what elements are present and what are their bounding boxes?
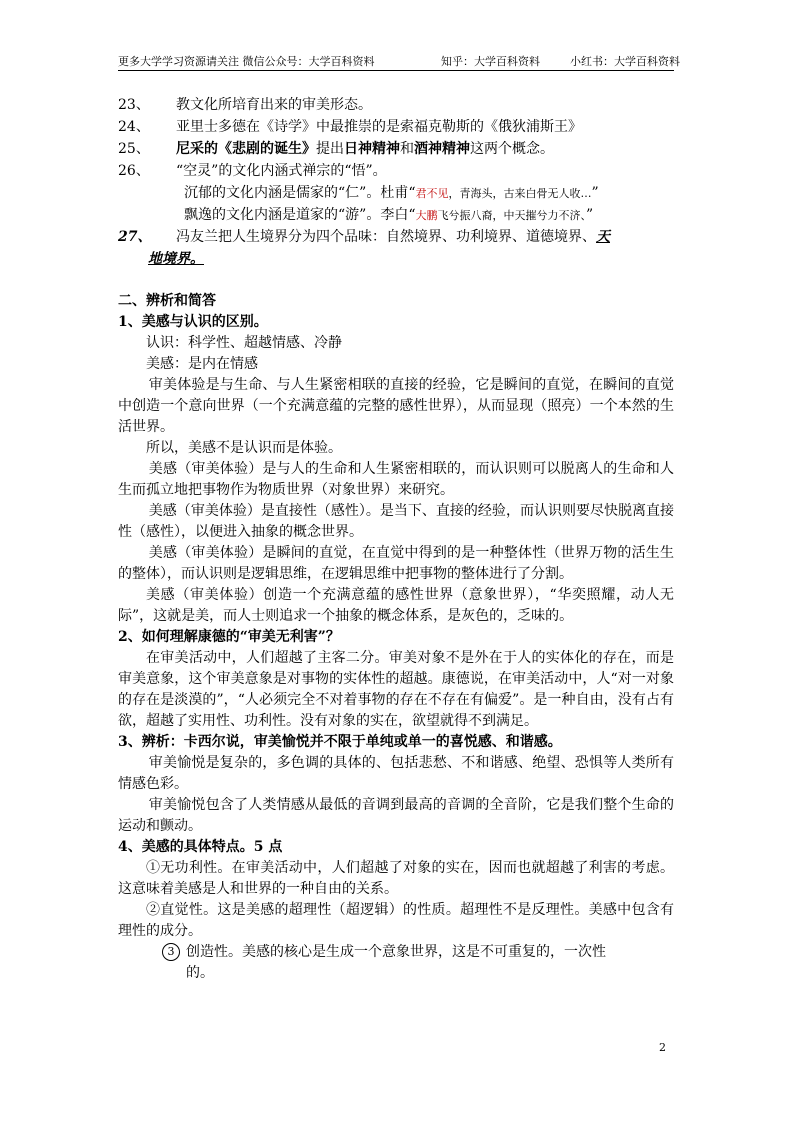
item-number: 25、 — [118, 141, 150, 157]
red-quote: 君不见 — [415, 187, 449, 200]
paragraph: 所以，美感不是认识而是体验。 — [146, 440, 342, 456]
plain-text: 提出 — [316, 141, 344, 157]
list-item-26-sub1 — [118, 182, 674, 204]
plain-text: 这两个概念。 — [470, 141, 554, 157]
bold-term: 尼采的《悲剧的诞生》 — [176, 141, 316, 157]
plain-text: 冯友兰把人生境界分为四个品味：自然境界、功利境界、道德境界、 — [176, 229, 596, 245]
paragraph: 美感（审美体验）是直接性（感性）。是当下、直接的经验，而认识则要尽快脱离直接性（感性），以便进入抽象的概念世界。 — [118, 503, 674, 540]
item-subtext — [184, 182, 599, 205]
plain-text: 创造性。美感的核心是生成一个意象世界，这是不可重复的，一次性 — [186, 944, 606, 960]
bold-term: 日神精神 — [344, 141, 400, 157]
item-text: “空灵”的文化内涵式禅宗的“悟”。 — [176, 163, 387, 179]
paragraph: 审美体验是与生命、与人生紧密相联的直接的经验，它是瞬间的直觉，在瞬间的直觉中创造一个意向世界（一个充满意蕴的完整的感性世界），从而显现（照亮）一个本然的生活世界。 — [118, 377, 674, 435]
paragraph: ②直觉性。这是美感的超理性（超逻辑）的性质。超理性不是反理性。美感中包含有理性的成分。 — [118, 902, 674, 939]
item-number: 23、 — [118, 97, 150, 113]
paragraph: 美感（审美体验）是瞬间的直觉，在直觉中得到的是一种整体性（世界万物的活生生的整体），而认识则是逻辑思维，在逻辑思维中把事物的整体进行了分割。 — [118, 545, 674, 582]
paragraph: 审美愉悦包含了人类情感从最低的音调到最高的音调的全音阶，它是我们整个生命的运动和颤动。 — [118, 797, 674, 834]
text-line: 认识：科学性、超越情感、冷静 — [146, 335, 342, 351]
section-title: 二、辨析和简答 — [118, 293, 216, 309]
question-title: 2、如何理解康德的“审美无利害”？ — [118, 629, 340, 645]
emphasized-term: 天 — [596, 229, 610, 245]
plain-text: ” — [591, 185, 599, 201]
paragraph: ①无功利性。在审美活动中，人们超越了对象的实在，因而也就超越了利害的考虑。这意味着美感是人和世界的一种自由的关系。 — [118, 860, 674, 897]
item-text — [176, 226, 610, 248]
text-line: 的。 — [186, 965, 214, 981]
header-left-text: 更多大学学习资源请关注 微信公众号：大学百科资料 — [118, 55, 375, 68]
bold-term: 酒神精神 — [414, 141, 470, 157]
numbered-line — [118, 942, 674, 963]
page-header — [118, 50, 680, 71]
paragraph: 审美愉悦是复杂的，多色调的具体的、包括悲愁、不和谐感、绝望、恐惧等人类所有情感色彩。 — [118, 755, 674, 792]
circled-number: 3 — [162, 943, 180, 961]
header-middle-text: 知乎：大学百科资料 — [441, 55, 540, 68]
item-number: 24、 — [118, 119, 150, 135]
question-title: 3、辨析：卡西尔说，审美愉悦并不限于单纯或单一的喜悦感、和谐感。 — [118, 734, 562, 750]
paragraph: 美感（审美体验）创造一个充满意蕴的感性世界（意象世界），“华奕照耀，动人无际”，这就是美，而人士则追求一个抽象的概念体系，是灰色的，乏味的。 — [118, 587, 674, 624]
paragraph: 美感（审美体验）是与人的生命和人生紧密相联的，而认识则可以脱离人的生命和人生而孤立地把事物作为物质世界（对象世界）来研究。 — [118, 461, 674, 498]
item-text — [176, 138, 554, 160]
list-item-23 — [118, 94, 674, 116]
item-text: 亚里士多德在《诗学》中最推崇的是索福克勒斯的《俄狄浦斯王》 — [176, 119, 582, 135]
list-item-26 — [118, 160, 674, 182]
plain-text: 和 — [400, 141, 414, 157]
item-number: 27、 — [118, 229, 152, 245]
plain-text: 沉郁的文化内涵是儒家的“仁”。杜甫“ — [184, 185, 416, 201]
emphasized-term: 地境界。 — [148, 251, 204, 267]
red-quote: 大鹏 — [415, 209, 438, 222]
item-text: 教文化所培育出来的审美形态。 — [176, 97, 372, 113]
quote-text: 飞兮振八裔，中天摧兮力不济、 — [437, 209, 586, 222]
page-number: 2 — [659, 1041, 666, 1054]
list-item-24 — [118, 116, 674, 138]
list-item-27-cont — [118, 248, 674, 270]
item-subtext — [184, 204, 593, 227]
list-item-25 — [118, 138, 674, 160]
plain-text: ” — [585, 207, 594, 223]
text-line: 美感：是内在情感 — [146, 356, 258, 372]
list-item-27 — [118, 226, 674, 248]
plain-text: 飘逸的文化内涵是道家的“游”。李白“ — [184, 207, 416, 223]
list-item-26-sub2 — [118, 204, 674, 226]
item-number: 26、 — [118, 163, 150, 179]
quote-text: ，青海头，古来白骨无人收… — [448, 187, 592, 200]
document-body — [118, 94, 674, 984]
question-title: 1、美感与认识的区别。 — [118, 314, 268, 330]
header-right-text: 小红书：大学百科资料 — [570, 55, 680, 68]
question-title: 4、美感的具体特点。5 点 — [118, 839, 283, 855]
paragraph: 在审美活动中，人们超越了主客二分。审美对象不是外在于人的实体化的存在，而是审美意象，这个审美意象是对事物的实体性的超越。康德说，在审美活动中，人“对一对象的存在是淡漠的”，“人必须完全不对着事物的存在不存在有偏爱”。是一种自由，没有占有欲，超越了实用性、功利性。没有对象的实在，欲望就得不到满足。 — [118, 650, 674, 729]
